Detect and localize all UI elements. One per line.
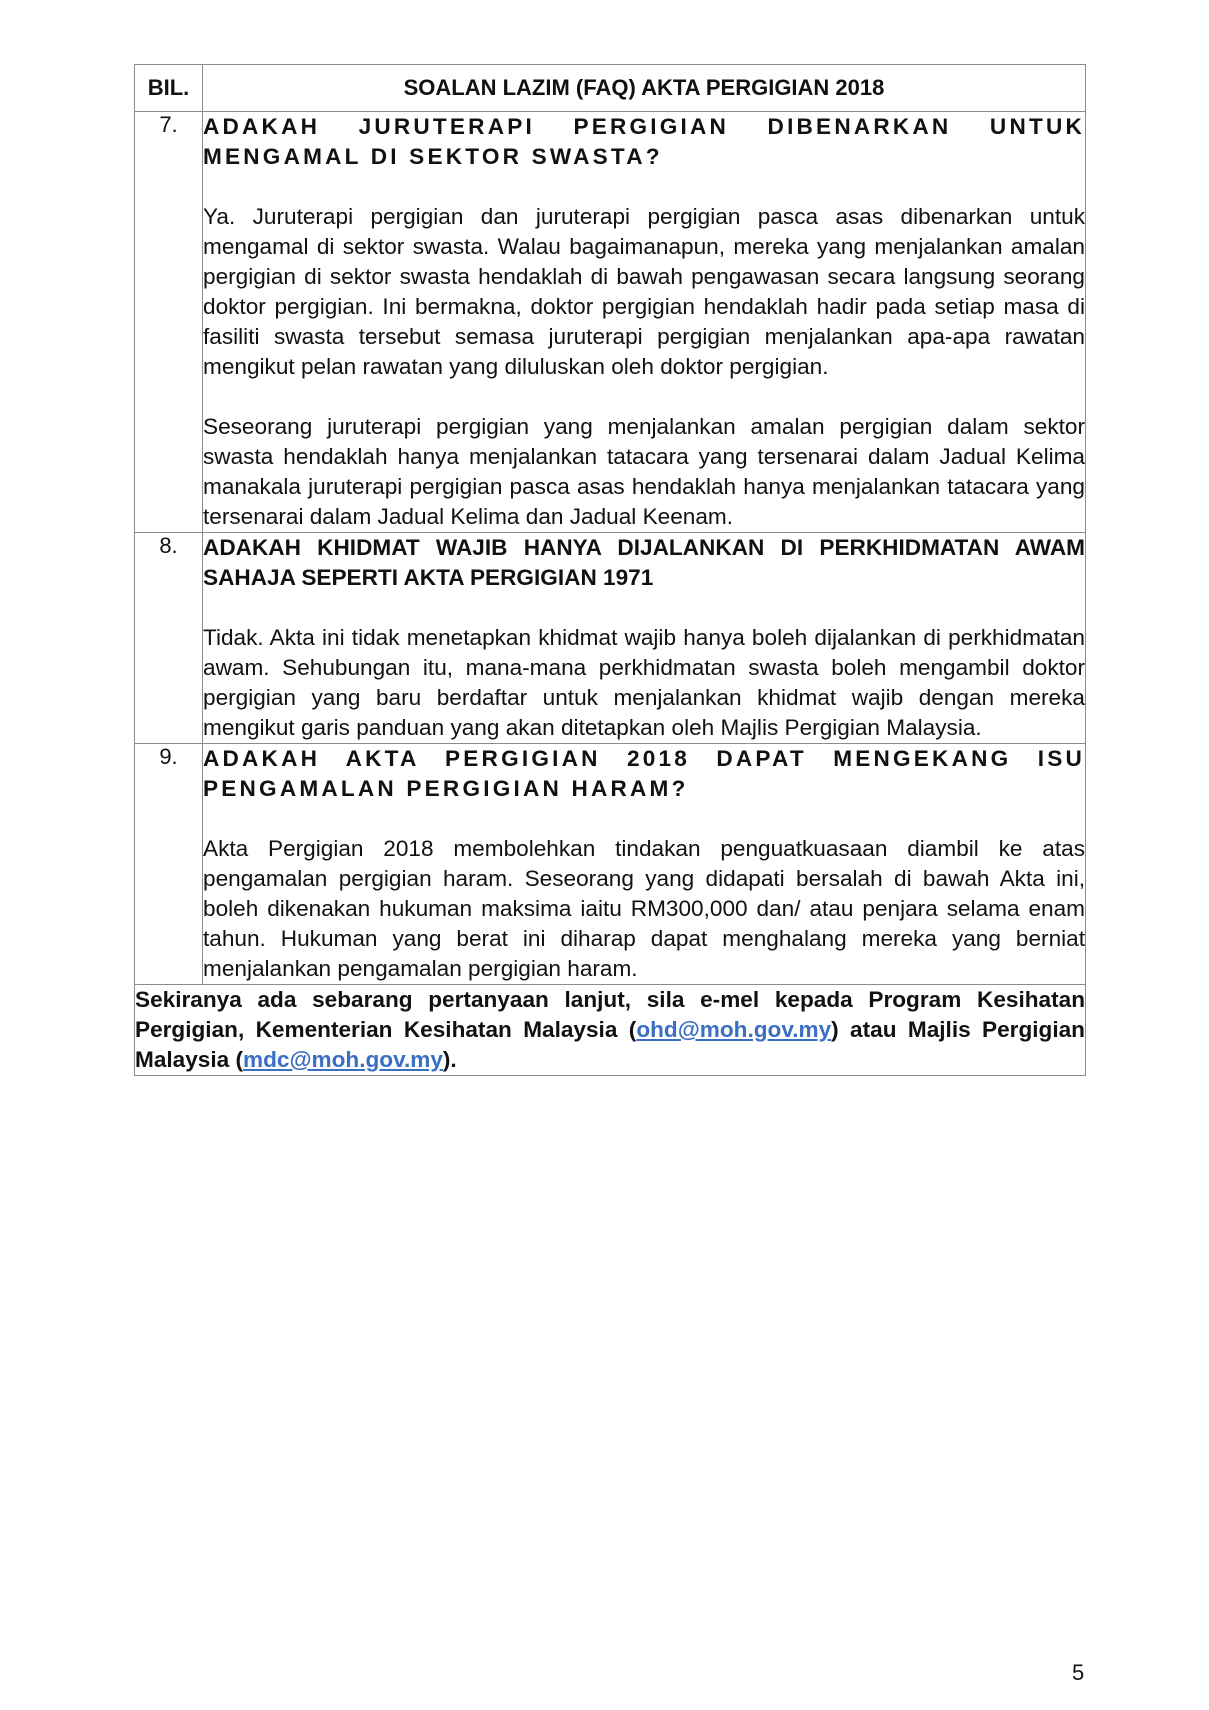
- faq-answer-paragraph: Tidak. Akta ini tidak menetapkan khidmat wajib hanya boleh dijalankan di perkhidmatan awam. Sehubungan itu, mana-mana perkhidmatan swasta boleh mengambil doktor pergigian yang baru berdaftar untuk menjalankan khidmat wajib dengan mereka mengikut garis panduan yang akan ditetapkan oleh Majlis Pergigian Malaysia.: [203, 625, 1085, 740]
- faq-answer-paragraph: Akta Pergigian 2018 membolehkan tindakan penguatkuasaan diambil ke atas pengamalan pergigian haram. Seseorang yang didapati bersalah di bawah Akta ini, boleh dikenakan hukuman maksima iaitu RM300,000 dan/ atau penjara selama enam tahun. Hukuman yang berat ini diharap dapat menghalang mereka yang berniat menjalankan pengamalan pergigian haram.: [203, 836, 1085, 981]
- mdc-email-link[interactable]: mdc@moh.gov.my: [243, 1047, 443, 1072]
- contact-note: [135, 985, 1085, 1075]
- contact-text-3: ).: [442, 1047, 457, 1072]
- contact-row: [135, 985, 1086, 1076]
- table-header-row: [135, 65, 1086, 112]
- faq-content: [203, 744, 1086, 985]
- ohd-email-link[interactable]: ohd@moh.gov.my: [636, 1017, 832, 1042]
- faq-answer-paragraph: Seseorang juruterapi pergigian yang menjalankan amalan pergigian dalam sektor swasta hendaklah hanya menjalankan tatacara yang tersenarai dalam Jadual Kelima manakala juruterapi pergigian pasca asas hendaklah hanya menjalankan tatacara yang tersenarai dalam Jadual Kelima dan Jadual Keenam.: [203, 414, 1085, 529]
- header-title: SOALAN LAZIM (FAQ) AKTA PERGIGIAN 2018: [203, 65, 1086, 112]
- faq-table: [134, 64, 1086, 1076]
- faq-question: ADAKAH KHIDMAT WAJIB HANYA DIJALANKAN DI PERKHIDMATAN AWAM SAHAJA SEPERTI AKTA PERGIGIAN 1971: [203, 535, 1085, 590]
- row-number: 9.: [135, 744, 203, 985]
- faq-content: [203, 112, 1086, 533]
- page-number: 5: [1072, 1660, 1085, 1685]
- header-bil: BIL.: [135, 65, 203, 112]
- faq-row-9: [135, 744, 1086, 985]
- row-number: 7.: [135, 112, 203, 533]
- faq-answer-paragraph: Ya. Juruterapi pergigian dan juruterapi pergigian pasca asas dibenarkan untuk mengamal di sektor swasta. Walau bagaimanapun, mereka yang menjalankan amalan pergigian di sektor swasta hendaklah di bawah pengawasan secara langsung seorang doktor pergigian. Ini bermakna, doktor pergigian hendaklah hadir pada setiap masa di fasiliti swasta tersebut semasa juruterapi pergigian menjalankan apa-apa rawatan mengikut pelan rawatan yang diluluskan oleh doktor pergigian.: [203, 204, 1085, 379]
- faq-row-7: [135, 112, 1086, 533]
- contact-text-1: Sekiranya ada sebarang pertanyaan lanjut, sila e-mel kepada Program Kesihatan Pergigian, Kementerian Kesihatan Malaysia (: [135, 987, 1085, 1042]
- row-number: 8.: [135, 533, 203, 744]
- contact-cell: [135, 985, 1086, 1076]
- faq-question: ADAKAH AKTA PERGIGIAN 2018 DAPAT MENGEKANG ISU PENGAMALAN PERGIGIAN HARAM?: [203, 746, 1085, 801]
- faq-row-8: [135, 533, 1086, 744]
- faq-question: ADAKAH JURUTERAPI PERGIGIAN DIBENARKAN UNTUK MENGAMAL DI SEKTOR SWASTA?: [203, 114, 1085, 169]
- contact-text-2: ) atau Majlis Pergigian Malaysia (: [135, 1017, 1085, 1072]
- faq-content: [203, 533, 1086, 744]
